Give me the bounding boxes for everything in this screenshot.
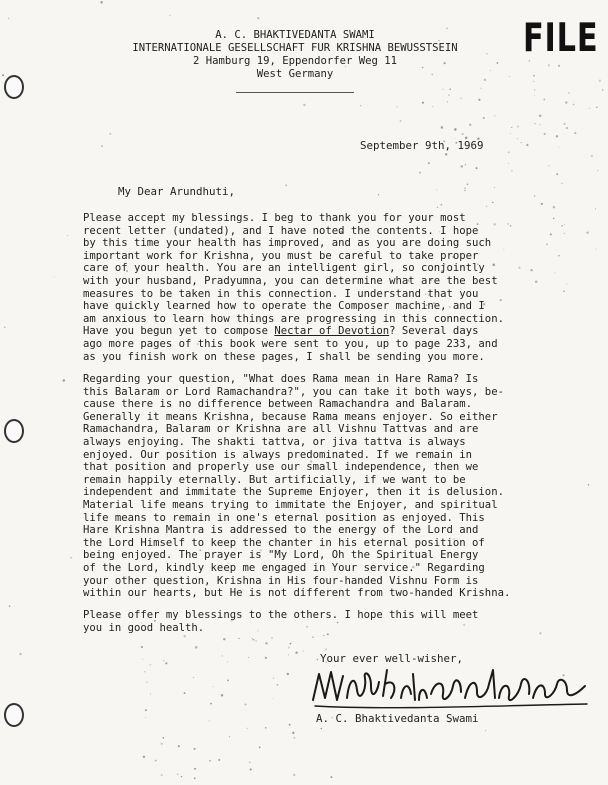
letterhead-divider [236, 92, 354, 93]
text-line: care of your health. You are an intelligent girl, so conjointly [83, 262, 485, 275]
text-line: Please offer my blessings to the others. I hope this will meet [83, 609, 479, 621]
organization-name: INTERNATIONALE GESELLSCHAFT FUR KRISHNA BEWUSSTSEIN [132, 42, 458, 54]
handwritten-signature [305, 660, 595, 720]
text-line: as you finish work on these pages, I shall be sending you more. [83, 350, 485, 363]
text-line: Ramachandra, Balaram or Krishna are all Vishnu Tattvas and are [83, 423, 479, 436]
text-line: Regarding your question, "What does Rama mean in Hare Rama? Is [83, 373, 479, 385]
text-line: ago more pages of this book were sent to you, up to page 233, and [83, 337, 498, 350]
text-line: important work for Krishna, you must be careful to take proper [83, 249, 479, 262]
salutation: My Dear Arundhuti, [118, 185, 236, 198]
paragraph-3 [83, 609, 478, 634]
text-line: have quickly learned how to operate the Composer machine, and I [83, 300, 485, 313]
text-line: this Balaram or Lord Ramachandra?", you can take it both ways, be- [83, 385, 504, 398]
text-span: ? Several days [389, 325, 479, 338]
file-stamp: FILE [523, 16, 599, 61]
text-line: that position and properly use our small independence, then we [83, 461, 479, 474]
text-span: Have you begun yet to compose [83, 325, 275, 338]
sender-name: A. C. BHAKTIVEDANTA SWAMI [215, 29, 375, 41]
text-line: by this time your health has improved, and as you are doing such [83, 237, 492, 250]
paragraph-1 [83, 212, 504, 363]
country: West Germany [256, 68, 334, 80]
text-line: of the Lord, kindly keep me engaged in Your service." Regarding [83, 561, 485, 574]
text-line: remain happily eternally. But artificially, if we want to be [83, 473, 466, 486]
text-line: cause there is no difference between Ramachandra and Balaram. [83, 398, 473, 411]
signatory-name: A. C. Bhaktivedanta Swami [316, 712, 479, 725]
text-line: Generally it means Krishna, because Rama means enjoyer. So either [83, 410, 498, 423]
text-line: Please accept my blessings. I beg to thank you for your most [83, 212, 466, 224]
text-line: enjoyed. Our position is always predominated. If we remain in [83, 448, 473, 461]
text-line: Hare Krishna Mantra is addressed to the energy of the Lord and [83, 524, 479, 537]
text-line: you in good health. [83, 621, 205, 634]
text-line [83, 325, 504, 338]
punch-hole-icon [4, 419, 24, 443]
text-line: being enjoyed. The prayer is "My Lord, Oh the Spiritual Energy [83, 549, 479, 562]
text-line: always enjoying. The shakti tattva, or jiva tattva is always [83, 435, 466, 448]
paragraph-2 [83, 373, 510, 600]
text-line: Material life means trying to immitate the Enjoyer, and spiritual [83, 498, 498, 511]
text-line: with your husband, Pradyumna, you can determine what are the best [83, 274, 498, 287]
street-address: 2 Hamburg 19, Eppendorfer Weg 11 [192, 55, 398, 67]
punch-hole-icon [4, 703, 24, 727]
text-line: your other question, Krishna in His four-handed Vishnu Form is [83, 574, 479, 587]
text-line: life means to remain in one's eternal position as enjoyed. This [83, 511, 485, 524]
text-line: measures to be taken in this connection. I understand that you [83, 287, 479, 300]
text-line: am anxious to learn how things are progressing in this connection. [83, 312, 504, 325]
book-title: Nectar of Devotion [274, 325, 390, 338]
text-line: the Lord Himself to keep the chanter in his eternal position of [83, 536, 485, 549]
letterhead [90, 29, 500, 81]
punch-hole-icon [4, 75, 24, 99]
text-line: independent and immitate the Supreme Enjoyer, then it is delusion. [83, 486, 504, 499]
text-line: recent letter (undated), and I have noted the contents. I hope [83, 224, 479, 237]
text-line: within our hearts, but He is not different from two-handed Krishna. [83, 587, 511, 600]
letter-date: September 9th, 1969 [360, 139, 484, 152]
closing: Your ever well-wisher, [320, 652, 464, 665]
